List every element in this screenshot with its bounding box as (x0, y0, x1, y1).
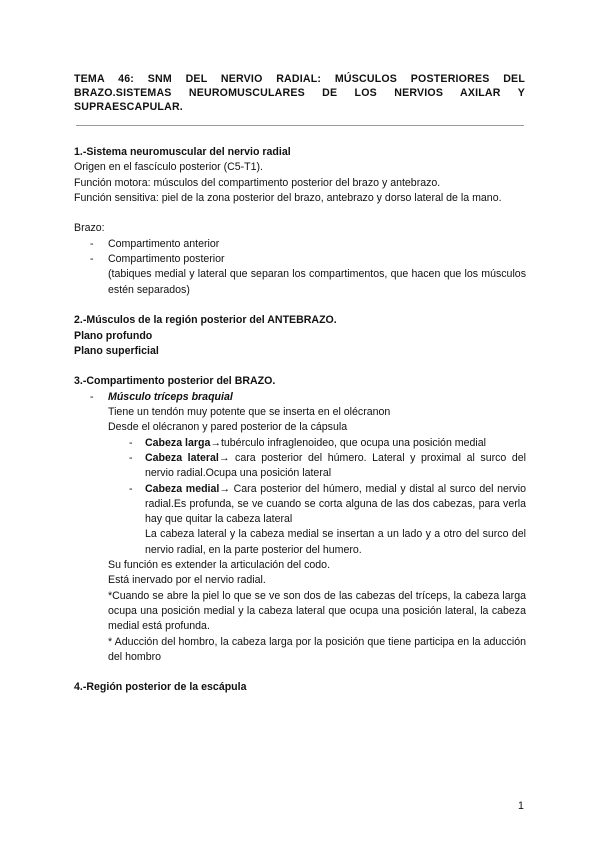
page-number: 1 (518, 800, 524, 812)
olecranon-line: Desde el olécranon y pared posterior de la cápsula (108, 421, 348, 434)
list-item (74, 482, 526, 528)
head-description: → cara posterior del húmero. Lateral y proximal al surco del nervio radial.Ocupa una posición lateral (145, 451, 527, 480)
head-name: Cabeza larga (145, 436, 211, 449)
list-item (74, 390, 526, 405)
heads-insertion-note: La cabeza lateral y la cabeza medial se insertan a un lado y a otro del surco del nervio radial, en la parte posterior del humero. (145, 528, 526, 556)
head-name: Cabeza lateral (145, 451, 219, 464)
list-item (74, 237, 526, 252)
list-item (74, 451, 526, 482)
bullet-dash: - (129, 482, 133, 495)
bullet-dash: - (129, 436, 133, 449)
section-1-heading: 1.-Sistema neuromuscular del nervio radial (74, 146, 291, 158)
bullet-dash: - (90, 390, 94, 403)
head-name: Cabeza medial (145, 482, 220, 495)
list-item-text: Compartimento posterior (108, 253, 225, 266)
tendon-line: Tiene un tendón muy potente que se inserta en el olécranon (108, 406, 391, 419)
head-description: →tubérculo infraglenoideo, que ocupa una posición medial (210, 436, 486, 449)
head-description: → Cara posterior del húmero, medial y distal al surco del nervio radial.Es profunda, se ve cuando se corta alguna de las dos cabezas, para verla hay que quitar la cabeza lateral (145, 482, 526, 526)
list-item-text: Compartimento anterior (108, 237, 220, 250)
bullet-dash: - (90, 237, 94, 250)
skin-opening-note: *Cuando se abre la piel lo que se ve son dos de las cabezas del tríceps, la cabeza larga ocupa una posición medial y la cabeza lateral que ocupa una posición lateral, la cabeza medial está profunda. (108, 589, 526, 633)
list-item (74, 436, 526, 451)
document-body (74, 145, 526, 696)
section-2-heading: 2.-Músculos de la región posterior del ANTEBRAZO. (74, 314, 337, 327)
sensory-function-line: Función sensitiva: piel de la zona posterior del brazo, antebrazo y dorso lateral de la mano. (74, 191, 502, 204)
list-item (74, 252, 526, 267)
motor-function-line: Función motora: músculos del compartimento posterior del brazo y antebrazo. (74, 176, 441, 189)
document-title: TEMA 46: SNM DEL NERVIO RADIAL: MÚSCULOS POSTERIORES DEL BRAZO.SISTEMAS NEUROMUSCULARES DE LOS NERVIOS AXILAR Y SUPRAESCAPULAR. (74, 73, 525, 113)
function-line: Su función es extender la articulación del codo. (108, 559, 331, 572)
plano-profundo: Plano profundo (74, 329, 153, 342)
section-4-heading: 4.-Región posterior de la escápula (74, 681, 247, 694)
adduction-note: * Aducción del hombro, la cabeza larga por la posición que tiene participa en la aducción del hombro (108, 635, 526, 663)
bullet-dash: - (90, 253, 94, 266)
origin-line: Origen en el fascículo posterior (C5-T1). (74, 161, 263, 174)
bullet-dash: - (129, 451, 133, 464)
triceps-heading: Músculo tríceps braquial (108, 390, 233, 403)
section-3-heading: 3.-Compartimento posterior del BRAZO. (74, 375, 276, 388)
compartment-note: (tabiques medial y lateral que separan los compartimentos, que hacen que los músculos estén separados) (108, 268, 526, 296)
title-divider (76, 125, 524, 126)
plano-superficial: Plano superficial (74, 344, 159, 357)
brazo-label: Brazo: (74, 222, 105, 235)
innervation-line: Está inervado por el nervio radial. (108, 574, 266, 587)
